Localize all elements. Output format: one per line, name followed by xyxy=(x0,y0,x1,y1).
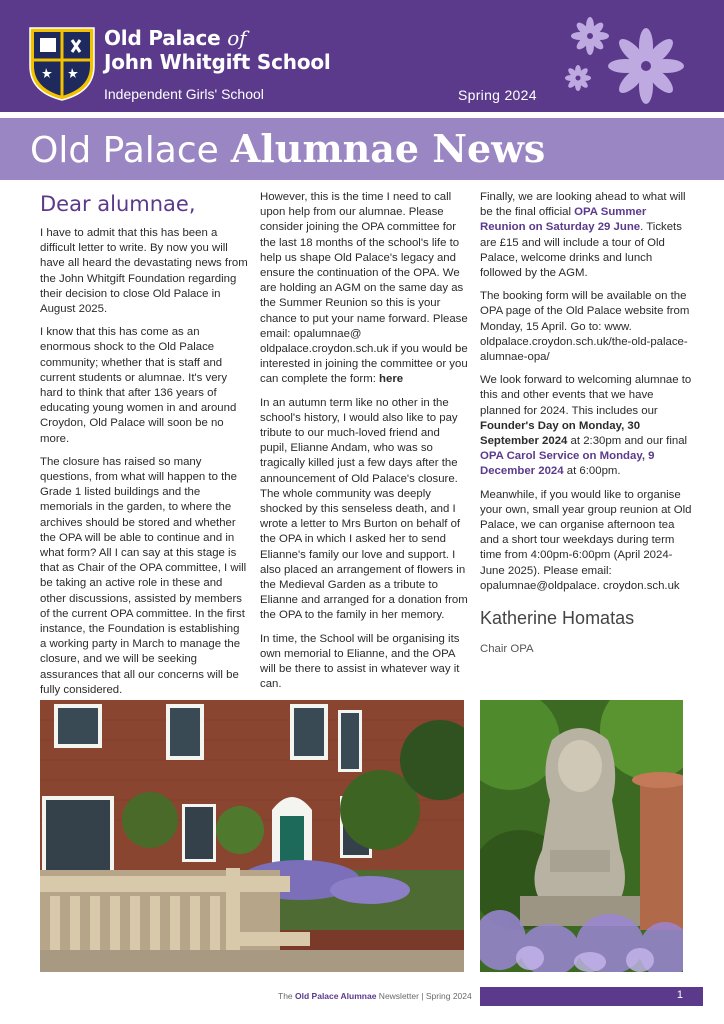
footer-suffix: Newsletter | Spring 2024 xyxy=(376,991,472,1001)
paragraph: The booking form will be available on the OPA page of the Old Palace website from Monday, 15 April. Go to: www. oldpalace.croydon.sch.uk/the-old-palace-alumnae-opa/ xyxy=(480,290,690,364)
footer-bar xyxy=(480,987,703,1006)
paragraph-text: However, this is the time I need to call upon help from our alumnae. Please consider joining the OPA committee for the last 18 months of the school's life to help us shape Old Palace's legacy and ensure the continuation of the OPA. We are holding an AGM on the same day as the Summer Reunion so this is your chance to put your name forward. Please email: opalumnae@ oldpalace.croydon.sch.uk if you would be interested in joining the committee or you can complete the form: xyxy=(260,191,468,386)
paragraph: In an autumn term like no other in the school's history, I would also like to pay tribute to our much-loved friend and pupil, Elianne Andam, who was so tragically killed just a few days after the announcement of Old Palace's closure. The whole community was deeply shocked by this senseless death, and I wrote a letter to Mrs Burton on behalf of the OPA in which I asked her to send Elianne's family our love and support. I also placed an arrangement of flowers in the Medieval Garden as a tribute to Elianne and arranged for a donation from the OPA to the family in her memory. xyxy=(260,396,468,622)
letter-column-1 xyxy=(40,190,248,706)
newsletter-masthead xyxy=(0,118,724,180)
school-subtitle: Independent Girls' School xyxy=(104,86,264,102)
signature-role: Chair OPA xyxy=(480,643,534,656)
paragraph: In time, the School will be organising its own memorial to Elianne, and the OPA will be there to assist in whatever way it can. xyxy=(260,632,460,691)
letter-column-2 xyxy=(260,190,468,701)
footer-bold: Old Palace Alumnae xyxy=(295,991,377,1001)
issue-season: Spring 2024 xyxy=(458,87,537,103)
footer-caption xyxy=(278,991,472,1001)
event-highlight: OPA Carol Service on Monday, 9 December 2024 xyxy=(480,450,655,478)
footer-prefix: The xyxy=(278,991,296,1001)
flower-decoration-icon xyxy=(560,10,720,106)
garden-statue-photo xyxy=(480,700,683,972)
form-link[interactable]: here xyxy=(379,373,404,386)
school-name-of: of xyxy=(227,26,247,50)
paragraph: Meanwhile, if you would like to organise your own, small year group reunion at Old Palace, we can organise afternoon tea and a short tour weekdays during term time from 4:00pm-6:00pm (April 2024-June 2025). Please email: opalumnae@oldpalace. croydon.sch.uk xyxy=(480,488,692,592)
paragraph xyxy=(260,190,468,388)
paragraph xyxy=(480,190,692,281)
page-number: 1 xyxy=(676,989,683,1001)
event-highlight: Founder's Day on Monday, 30 September 2024 xyxy=(480,419,641,448)
school-crest-icon xyxy=(28,26,96,102)
school-name xyxy=(104,26,331,74)
header-banner xyxy=(0,0,724,112)
newsletter-title-bold: Alumnae News xyxy=(230,126,546,171)
letter-column-3 xyxy=(480,190,692,657)
paragraph-text: at 2:30pm and our final xyxy=(567,435,688,448)
signature: Katherine Homatas xyxy=(480,608,635,629)
paragraph-text: Finally, we are looking ahead to what will be the final official xyxy=(480,191,686,219)
paragraph-text: . Tickets are £15 and will include a tour of Old Palace, welcome drinks and lunch followed by the AGM. xyxy=(480,221,682,280)
event-highlight: OPA Summer Reunion on Saturday 29 June xyxy=(480,206,647,234)
letter-greeting: Dear alumnae, xyxy=(40,192,196,216)
school-name-line1: Old Palace xyxy=(104,26,221,50)
newsletter-title xyxy=(30,126,545,174)
paragraph-text: We look forward to welcoming alumnae to this and other events that we have planned for 2024. This includes our xyxy=(480,374,692,417)
school-name-line2: John Whitgift School xyxy=(104,50,331,74)
paragraph xyxy=(480,373,692,479)
paragraph-text: at 6:00pm. xyxy=(563,465,621,478)
paragraph: I know that this has come as an enormous shock to the Old Palace community; whether that is staff and current students or alumnae. It's very hard to think that after 136 years of educating young women in and around Croydon, Old Palace will soon be no more. xyxy=(40,326,237,445)
newsletter-title-light: Old Palace xyxy=(30,130,219,171)
paragraph: The closure has raised so many questions, from what will happen to the Grade 1 listed buildings and the memorials in the garden, to where the archives should be stored and whether the OPA will be able to continue and in what form? All I can say at this stage is that as Chair of the OPA committee, I will be taking an active role in these and other discussions, assisted by members of the current OPA committee. In the first instance, the Foundation is establishing a working party in March to manage the closure, and we will be seeking assurances that all our concerns will be fully considered. xyxy=(40,455,247,696)
school-building-photo xyxy=(40,700,464,972)
paragraph: I have to admit that this has been a difficult letter to write. By now you will have all heard the devastating news from the John Whitgift Foundation regarding their decision to close Old Palace in August 2025. xyxy=(40,227,248,316)
